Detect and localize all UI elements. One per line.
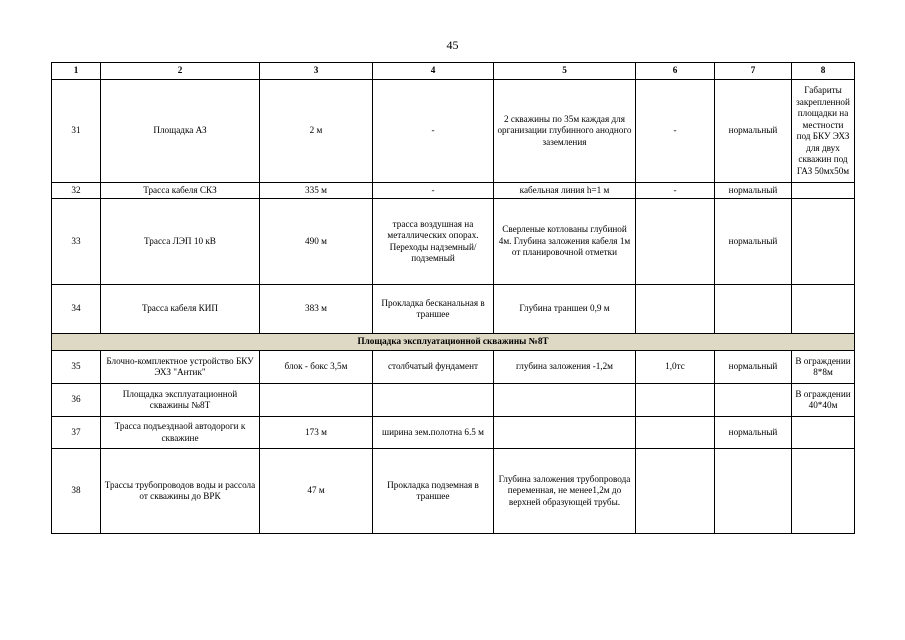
object-size: 490 м (260, 199, 373, 285)
object-construction: Прокладка подземная в траншее (373, 449, 494, 534)
object-foundation (494, 384, 636, 417)
row-number: 38 (52, 449, 101, 534)
row-number: 33 (52, 199, 101, 285)
object-load: - (636, 80, 715, 183)
table-row (52, 384, 855, 417)
column-header: 3 (260, 63, 373, 80)
object-mode: нормальный (715, 417, 792, 449)
object-construction: - (373, 80, 494, 183)
object-mode: нормальный (715, 183, 792, 199)
object-construction: - (373, 183, 494, 199)
object-foundation: Сверленые котлованы глубиной 4м. Глубина заложения кабеля 1м от планировочной отметки (494, 199, 636, 285)
row-number: 34 (52, 285, 101, 334)
table-row (52, 449, 855, 534)
object-load: 1,0тс (636, 351, 715, 384)
object-size (260, 384, 373, 417)
object-name: Трасса кабеля КИП (101, 285, 260, 334)
object-foundation: глубина заложения -1,2м (494, 351, 636, 384)
section-title: Площадка эксплуатационной скважины №8Т (52, 334, 855, 351)
object-note (792, 199, 855, 285)
object-mode: нормальный (715, 80, 792, 183)
object-mode (715, 384, 792, 417)
object-name: Трасса подъезднаой автодороги к скважине (101, 417, 260, 449)
object-load (636, 384, 715, 417)
object-mode: нормальный (715, 351, 792, 384)
object-note (792, 285, 855, 334)
column-header: 2 (101, 63, 260, 80)
object-size: 173 м (260, 417, 373, 449)
table-row (52, 417, 855, 449)
column-header: 7 (715, 63, 792, 80)
table-row (52, 80, 855, 183)
column-header: 4 (373, 63, 494, 80)
object-note: В ограждении 8*8м (792, 351, 855, 384)
object-name: Трассы трубопроводов воды и рассола от скважины до ВРК (101, 449, 260, 534)
object-size: 335 м (260, 183, 373, 199)
table-row (52, 285, 855, 334)
object-load (636, 199, 715, 285)
row-number: 37 (52, 417, 101, 449)
object-size: 2 м (260, 80, 373, 183)
object-name: Площадка эксплуатационной скважины №8Т (101, 384, 260, 417)
section-header-row (52, 334, 855, 351)
object-foundation: 2 скважины по 35м каждая для организации глубинного анодного заземления (494, 80, 636, 183)
object-note: В ограждении 40*40м (792, 384, 855, 417)
object-load: - (636, 183, 715, 199)
objects-table (51, 62, 855, 534)
object-note (792, 449, 855, 534)
column-header: 8 (792, 63, 855, 80)
object-size: 47 м (260, 449, 373, 534)
row-number: 31 (52, 80, 101, 183)
object-name: Блочно-комплектное устройство БКУ ЭХЗ "Антик" (101, 351, 260, 384)
object-size: 383 м (260, 285, 373, 334)
object-name: Трасса ЛЭП 10 кВ (101, 199, 260, 285)
column-header: 1 (52, 63, 101, 80)
row-number: 35 (52, 351, 101, 384)
object-load (636, 285, 715, 334)
page-number: 45 (446, 38, 459, 52)
object-load (636, 449, 715, 534)
column-header: 6 (636, 63, 715, 80)
row-number: 36 (52, 384, 101, 417)
object-foundation: кабельная линия h=1 м (494, 183, 636, 199)
object-foundation: Глубина траншеи 0,9 м (494, 285, 636, 334)
object-note (792, 183, 855, 199)
object-size: блок - бокс 3,5м (260, 351, 373, 384)
object-mode (715, 449, 792, 534)
object-construction: столбчатый фундамент (373, 351, 494, 384)
object-mode: нормальный (715, 199, 792, 285)
table-row (52, 351, 855, 384)
object-note: Габариты закрепленной площадки на местности под БКУ ЭХЗ для двух скважин под ГАЗ 50мх50м (792, 80, 855, 183)
object-construction (373, 384, 494, 417)
object-note (792, 417, 855, 449)
object-construction: ширина зем.полотна 6.5 м (373, 417, 494, 449)
object-foundation (494, 417, 636, 449)
row-number: 32 (52, 183, 101, 199)
table-row (52, 183, 855, 199)
object-mode (715, 285, 792, 334)
object-load (636, 417, 715, 449)
object-foundation: Глубина заложения трубопровода переменная, не менее1,2м до верхней образующей трубы. (494, 449, 636, 534)
column-header: 5 (494, 63, 636, 80)
table-header-row (52, 63, 855, 80)
object-name: Площадка АЗ (101, 80, 260, 183)
object-name: Трасса кабеля СКЗ (101, 183, 260, 199)
object-construction: трасса воздушная на металлических опорах. Переходы надземный/подземный (373, 199, 494, 285)
object-construction: Прокладка бесканальная в траншее (373, 285, 494, 334)
table-row (52, 199, 855, 285)
